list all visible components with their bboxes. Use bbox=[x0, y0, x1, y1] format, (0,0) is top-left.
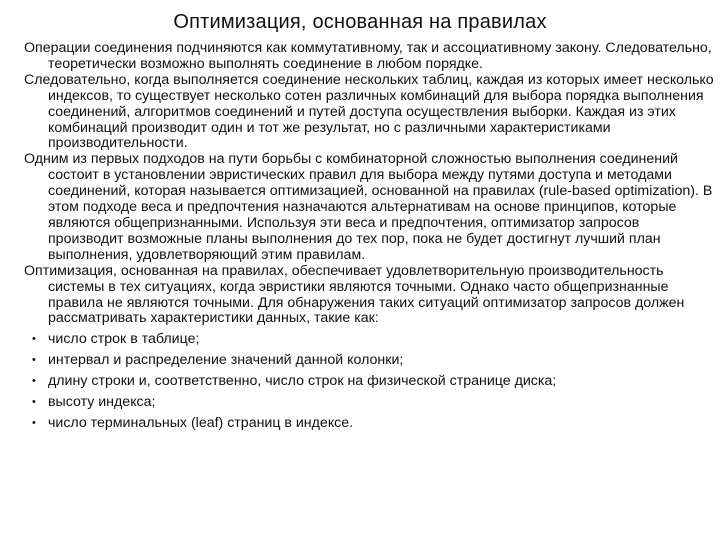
slide-body bbox=[24, 41, 714, 437]
bullet-icon: • bbox=[32, 375, 36, 388]
list-item-text: число терминальных (leaf) страниц в индексе. bbox=[48, 415, 354, 432]
paragraph-rule-based-limits: Оптимизация, основанная на правилах, обеспечивает удовлетворительную производительность системы в тех ситуациях, когда эвристики являются точными. Однако часто общепризнанные правила не являются точными. Для обнаружения таких ситуаций оптимизатор запросов должен рассматривать характеристики данных, такие как: bbox=[24, 262, 685, 327]
list-item-text: длину строки и, соответственно, число строк на физической странице диска; bbox=[48, 373, 557, 390]
list-item bbox=[24, 353, 714, 369]
bullet-icon: • bbox=[32, 417, 36, 430]
list-item bbox=[24, 395, 714, 411]
list-item bbox=[24, 374, 714, 390]
bullet-icon: • bbox=[32, 333, 36, 346]
paragraph-commutative-law: Операции соединения подчиняются как коммутативному, так и ассоциативному закону. Следовательно, теоретически возможно выполнять соединение в любом порядке. bbox=[24, 40, 712, 72]
list-item-text: число строк в таблице; bbox=[48, 331, 200, 348]
bullet-icon: • bbox=[32, 396, 36, 409]
list-item bbox=[24, 332, 714, 348]
bullet-icon: • bbox=[32, 354, 36, 367]
paragraph-join-combinations: Следовательно, когда выполняется соединение нескольких таблиц, каждая из которых имеет несколько индексов, то существует несколько сотен различных комбинаций для выбора порядка выполнения соединений, алгоритмов соединений и путей доступа осуществления выборки. Каждая из этих комбинаций производит один и тот же результат, но с различными характеристиками производительности. bbox=[24, 71, 714, 152]
list-item bbox=[24, 416, 714, 432]
paragraph-rule-based-approach: Одним из первых подходов на пути борьбы с комбинаторной сложностью выполнения соединений состоит в установлении эвристических правил для выбора между путями доступа и методами соединений, которая называется оптимизацией, основанной на правилах (rule-based optimization). В этом подходе веса и предпочтения назначаются альтернативам на основе принципов, которые являются общепризнанными. Используя эти веса и предпочтения, оптимизатор запросов производит возможные планы выполнения до тех пор, пока не будет достигнут лучший план выполнения, удовлетворяющий этим правилам. bbox=[24, 151, 713, 263]
data-characteristics-list bbox=[24, 332, 714, 432]
list-item-text: интервал и распределение значений данной колонки; bbox=[48, 352, 404, 369]
slide-title: Оптимизация, основанная на правилах bbox=[173, 11, 547, 33]
list-item-text: высоту индекса; bbox=[48, 394, 156, 411]
